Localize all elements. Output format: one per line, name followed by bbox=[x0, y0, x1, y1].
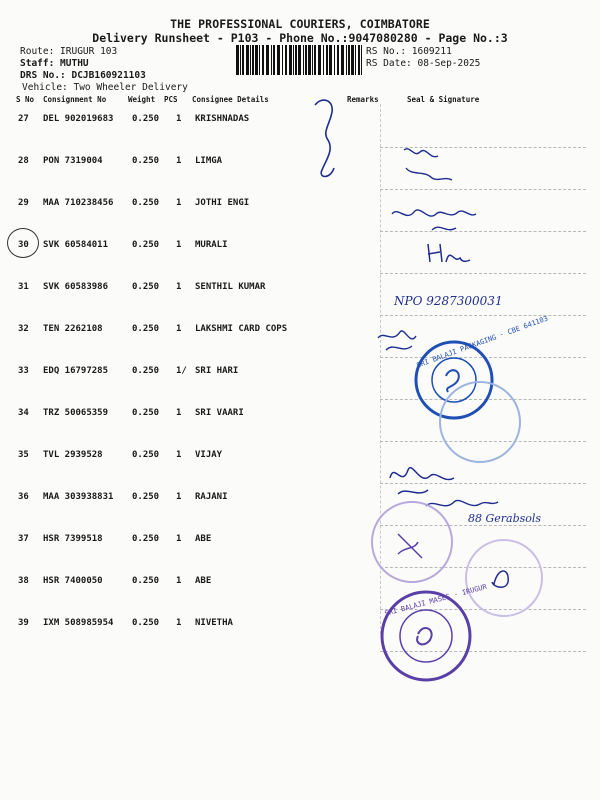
route-label: Route: IRUGUR 103 bbox=[20, 46, 118, 57]
row-sno: 37 bbox=[18, 534, 29, 544]
row-sno: 34 bbox=[18, 408, 29, 418]
row-consignee: KRISHNADAS bbox=[195, 114, 250, 124]
row-pcs: 1 bbox=[176, 198, 182, 208]
signature-32 bbox=[378, 331, 416, 350]
staff-label: Staff: MUTHU bbox=[20, 58, 89, 69]
row-sno: 36 bbox=[18, 492, 29, 502]
row-consignment: MAA 710238456 bbox=[43, 198, 114, 208]
rs-date: RS Date: 08-Sep-2025 bbox=[366, 58, 481, 69]
stamp-purple bbox=[382, 583, 488, 680]
company-title: THE PROFESSIONAL COURIERS, COIMBATORE bbox=[170, 17, 430, 31]
row-consignee: RAJANI bbox=[195, 492, 228, 502]
row-weight: 0.250 bbox=[132, 576, 160, 586]
row-weight: 0.250 bbox=[132, 198, 160, 208]
row-consignment: TVL 2939528 bbox=[43, 450, 103, 460]
row-consignment: EDQ 16797285 bbox=[43, 366, 109, 376]
signature-36 bbox=[426, 500, 498, 506]
row-weight: 0.250 bbox=[132, 114, 160, 124]
row-consignment: DEL 902019683 bbox=[43, 114, 114, 124]
row-weight: 0.250 bbox=[132, 366, 160, 376]
row-pcs: 1 bbox=[176, 492, 182, 502]
row-consignment: HSR 7399518 bbox=[43, 534, 103, 544]
drs-number: DRS No.: DCJB160921103 bbox=[20, 70, 146, 81]
row-consignment: IXM 508985954 bbox=[43, 618, 114, 628]
row-sno: 33 bbox=[18, 366, 29, 376]
row-pcs: 1 bbox=[176, 156, 182, 166]
row-pcs: 1 bbox=[176, 408, 182, 418]
row-consignment: SVK 60583986 bbox=[43, 282, 109, 292]
row-sno: 31 bbox=[18, 282, 29, 292]
row-consignment: SVK 60584011 bbox=[43, 240, 109, 250]
handwritten-note-36: 88 Gerabsols bbox=[468, 512, 542, 525]
row-consignee: JOTHI ENGI bbox=[195, 198, 250, 208]
row-weight: 0.250 bbox=[132, 156, 160, 166]
col-consignee: Consignee Details bbox=[192, 95, 269, 104]
row-consignment: TRZ 50065359 bbox=[43, 408, 109, 418]
signature-27 bbox=[315, 100, 334, 176]
row-consignee: VIJAY bbox=[195, 450, 223, 460]
rs-number: RS No.: 1609211 bbox=[366, 46, 452, 57]
row-consignee: LAKSHMI CARD COPS bbox=[195, 324, 288, 334]
svg-text:SRI BALAJI PACKAGING · CBE 641: SRI BALAJI PACKAGING · CBE 641103 bbox=[415, 314, 549, 370]
stamp-faint bbox=[440, 382, 520, 462]
row-consignment: TEN 2262108 bbox=[43, 324, 103, 334]
svg-text:SRI BALAJI MASES · IRUGUR: SRI BALAJI MASES · IRUGUR bbox=[383, 582, 488, 618]
row-weight: 0.250 bbox=[132, 534, 160, 544]
col-seal-signature: Seal & Signature bbox=[407, 95, 480, 104]
signature-28 bbox=[404, 149, 452, 180]
row-pcs: 1/ bbox=[176, 366, 187, 376]
row-pcs: 1 bbox=[176, 618, 182, 628]
row-consignment: PON 7319004 bbox=[43, 156, 103, 166]
row-consignment: HSR 7400050 bbox=[43, 576, 103, 586]
col-remarks: Remarks bbox=[347, 95, 379, 104]
vehicle-label: Vehicle: Two Wheeler Delivery bbox=[22, 82, 188, 93]
row-weight: 0.250 bbox=[132, 618, 160, 628]
row-weight: 0.250 bbox=[132, 408, 160, 418]
col-weight: Weight bbox=[128, 95, 156, 104]
signature-30 bbox=[428, 244, 470, 262]
row-weight: 0.250 bbox=[132, 492, 160, 502]
row-consignee: ABE bbox=[195, 576, 212, 586]
row-sno: 30 bbox=[18, 240, 29, 250]
row-weight: 0.250 bbox=[132, 282, 160, 292]
row-weight: 0.250 bbox=[132, 324, 160, 334]
row-sno: 38 bbox=[18, 576, 29, 586]
signature-29 bbox=[392, 210, 476, 230]
row-pcs: 1 bbox=[176, 576, 182, 586]
runsheet-subtitle: Delivery Runsheet - P103 - Phone No.:9047080280 - Page No.:3 bbox=[92, 31, 508, 45]
signature-35 bbox=[390, 468, 454, 494]
row-weight: 0.250 bbox=[132, 450, 160, 460]
row-pcs: 1 bbox=[176, 450, 182, 460]
row-pcs: 1 bbox=[176, 534, 182, 544]
row-consignee: SRI HARI bbox=[195, 366, 239, 376]
row-consignee: MURALI bbox=[195, 240, 228, 250]
row-pcs: 1 bbox=[176, 240, 182, 250]
row-sno: 32 bbox=[18, 324, 29, 334]
stamp-purple-faint bbox=[372, 502, 452, 582]
row-consignee: LIMGA bbox=[195, 156, 223, 166]
row-sno: 27 bbox=[18, 114, 29, 124]
row-sno: 29 bbox=[18, 198, 29, 208]
stamp-blue bbox=[416, 315, 549, 418]
stamp-purple-light bbox=[466, 540, 542, 616]
row-consignment: MAA 303938831 bbox=[43, 492, 114, 502]
col-consignment: Consignment No bbox=[43, 95, 107, 104]
row-weight: 0.250 bbox=[132, 240, 160, 250]
row-sno: 28 bbox=[18, 156, 29, 166]
row-consignee: SENTHIL KUMAR bbox=[195, 282, 266, 292]
row-pcs: 1 bbox=[176, 324, 182, 334]
row-sno: 39 bbox=[18, 618, 29, 628]
handwritten-phone-31: NPO 9287300031 bbox=[394, 294, 503, 308]
row-consignee: SRI VAARI bbox=[195, 408, 244, 418]
row-pcs: 1 bbox=[176, 114, 182, 124]
row-pcs: 1 bbox=[176, 282, 182, 292]
row-consignee: NIVETHA bbox=[195, 618, 233, 628]
col-pcs: PCS bbox=[164, 95, 178, 104]
col-sno: S No bbox=[16, 95, 35, 104]
row-sno: 35 bbox=[18, 450, 29, 460]
row-consignee: ABE bbox=[195, 534, 212, 544]
